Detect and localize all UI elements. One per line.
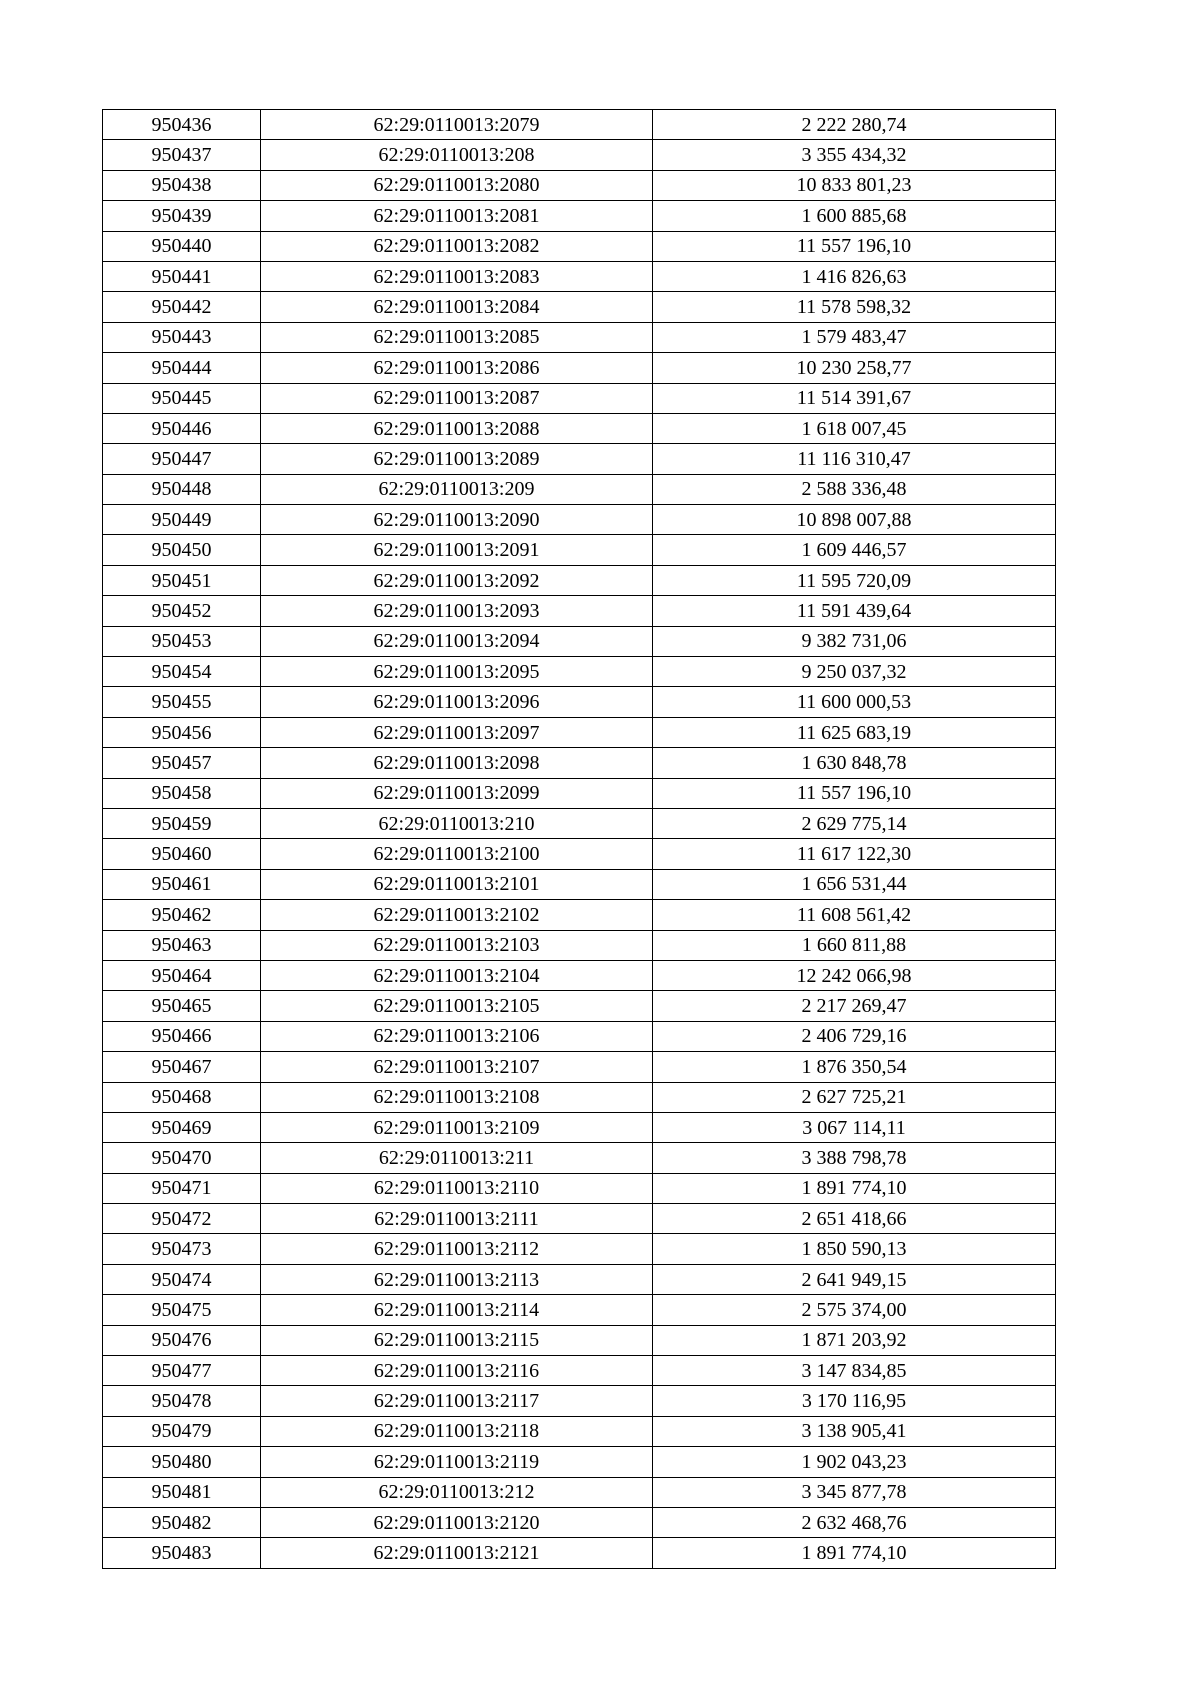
value-cell: 2 629 775,14 <box>653 808 1056 838</box>
value-cell: 2 588 336,48 <box>653 474 1056 504</box>
table-row <box>103 1052 1056 1082</box>
table-row <box>103 1143 1056 1173</box>
table-row <box>103 1477 1056 1507</box>
value-cell: 11 625 683,19 <box>653 717 1056 747</box>
table-row <box>103 1416 1056 1446</box>
row-number-cell: 950451 <box>103 565 261 595</box>
table-row <box>103 292 1056 322</box>
row-number-cell: 950483 <box>103 1538 261 1568</box>
value-cell: 3 170 116,95 <box>653 1386 1056 1416</box>
row-number-cell: 950454 <box>103 657 261 687</box>
cadastral-number-cell: 62:29:0110013:2112 <box>261 1234 653 1264</box>
cadastral-number-cell: 62:29:0110013:2085 <box>261 322 653 352</box>
value-cell: 1 876 350,54 <box>653 1052 1056 1082</box>
cadastral-number-cell: 62:29:0110013:2118 <box>261 1416 653 1446</box>
row-number-cell: 950464 <box>103 960 261 990</box>
cadastral-number-cell: 62:29:0110013:2092 <box>261 565 653 595</box>
value-cell: 11 608 561,42 <box>653 900 1056 930</box>
value-cell: 10 230 258,77 <box>653 353 1056 383</box>
table-row <box>103 960 1056 990</box>
cadastral-number-cell: 62:29:0110013:2107 <box>261 1052 653 1082</box>
table-row <box>103 1234 1056 1264</box>
table-row <box>103 869 1056 899</box>
cadastral-number-cell: 62:29:0110013:2119 <box>261 1447 653 1477</box>
cadastral-number-cell: 62:29:0110013:2094 <box>261 626 653 656</box>
row-number-cell: 950441 <box>103 261 261 291</box>
cadastral-number-cell: 62:29:0110013:212 <box>261 1477 653 1507</box>
table-row <box>103 1447 1056 1477</box>
row-number-cell: 950453 <box>103 626 261 656</box>
row-number-cell: 950459 <box>103 808 261 838</box>
table-row <box>103 1538 1056 1568</box>
value-cell: 10 833 801,23 <box>653 170 1056 200</box>
value-cell: 11 617 122,30 <box>653 839 1056 869</box>
cadastral-number-cell: 62:29:0110013:2098 <box>261 748 653 778</box>
value-cell: 3 138 905,41 <box>653 1416 1056 1446</box>
row-number-cell: 950474 <box>103 1264 261 1294</box>
table-row <box>103 657 1056 687</box>
cadastral-number-cell: 62:29:0110013:2099 <box>261 778 653 808</box>
table-row <box>103 474 1056 504</box>
value-cell: 3 067 114,11 <box>653 1112 1056 1142</box>
table-row <box>103 717 1056 747</box>
row-number-cell: 950472 <box>103 1204 261 1234</box>
table-row <box>103 535 1056 565</box>
value-cell: 1 891 774,10 <box>653 1538 1056 1568</box>
value-cell: 1 416 826,63 <box>653 261 1056 291</box>
cadastral-number-cell: 62:29:0110013:2110 <box>261 1173 653 1203</box>
value-cell: 11 514 391,67 <box>653 383 1056 413</box>
row-number-cell: 950438 <box>103 170 261 200</box>
value-cell: 1 850 590,13 <box>653 1234 1056 1264</box>
value-cell: 1 902 043,23 <box>653 1447 1056 1477</box>
row-number-cell: 950465 <box>103 991 261 1021</box>
table-row <box>103 1356 1056 1386</box>
row-number-cell: 950470 <box>103 1143 261 1173</box>
value-cell: 12 242 066,98 <box>653 960 1056 990</box>
row-number-cell: 950479 <box>103 1416 261 1446</box>
row-number-cell: 950466 <box>103 1021 261 1051</box>
value-cell: 1 579 483,47 <box>653 322 1056 352</box>
row-number-cell: 950467 <box>103 1052 261 1082</box>
table-row <box>103 1325 1056 1355</box>
cadastral-number-cell: 62:29:0110013:210 <box>261 808 653 838</box>
table-row <box>103 1204 1056 1234</box>
row-number-cell: 950440 <box>103 231 261 261</box>
value-cell: 3 388 798,78 <box>653 1143 1056 1173</box>
value-cell: 11 116 310,47 <box>653 444 1056 474</box>
value-cell: 3 355 434,32 <box>653 140 1056 170</box>
row-number-cell: 950473 <box>103 1234 261 1264</box>
cadastral-number-cell: 62:29:0110013:2115 <box>261 1325 653 1355</box>
cadastral-number-cell: 62:29:0110013:2084 <box>261 292 653 322</box>
table-row <box>103 1173 1056 1203</box>
value-cell: 1 660 811,88 <box>653 930 1056 960</box>
table-row <box>103 1386 1056 1416</box>
value-cell: 2 651 418,66 <box>653 1204 1056 1234</box>
row-number-cell: 950443 <box>103 322 261 352</box>
table-row <box>103 1295 1056 1325</box>
cadastral-number-cell: 62:29:0110013:2081 <box>261 201 653 231</box>
row-number-cell: 950477 <box>103 1356 261 1386</box>
table-row <box>103 596 1056 626</box>
row-number-cell: 950447 <box>103 444 261 474</box>
value-cell: 1 609 446,57 <box>653 535 1056 565</box>
cadastral-number-cell: 62:29:0110013:2113 <box>261 1264 653 1294</box>
value-cell: 2 217 269,47 <box>653 991 1056 1021</box>
table-row <box>103 231 1056 261</box>
table-row <box>103 626 1056 656</box>
table-row <box>103 748 1056 778</box>
value-cell: 11 557 196,10 <box>653 778 1056 808</box>
cadastral-number-cell: 62:29:0110013:2103 <box>261 930 653 960</box>
cadastral-number-cell: 62:29:0110013:209 <box>261 474 653 504</box>
table-row <box>103 322 1056 352</box>
row-number-cell: 950456 <box>103 717 261 747</box>
table-row <box>103 778 1056 808</box>
row-number-cell: 950475 <box>103 1295 261 1325</box>
cadastral-number-cell: 62:29:0110013:2080 <box>261 170 653 200</box>
cadastral-number-cell: 62:29:0110013:2102 <box>261 900 653 930</box>
value-cell: 2 406 729,16 <box>653 1021 1056 1051</box>
row-number-cell: 950448 <box>103 474 261 504</box>
row-number-cell: 950480 <box>103 1447 261 1477</box>
table-row <box>103 140 1056 170</box>
table-row <box>103 687 1056 717</box>
row-number-cell: 950449 <box>103 505 261 535</box>
row-number-cell: 950450 <box>103 535 261 565</box>
table-row <box>103 930 1056 960</box>
table-row <box>103 1112 1056 1142</box>
value-cell: 3 345 877,78 <box>653 1477 1056 1507</box>
row-number-cell: 950445 <box>103 383 261 413</box>
row-number-cell: 950437 <box>103 140 261 170</box>
table-row <box>103 1264 1056 1294</box>
cadastral-number-cell: 62:29:0110013:2101 <box>261 869 653 899</box>
cadastral-number-cell: 62:29:0110013:2108 <box>261 1082 653 1112</box>
table-row <box>103 991 1056 1021</box>
value-cell: 2 222 280,74 <box>653 110 1056 140</box>
value-cell: 9 382 731,06 <box>653 626 1056 656</box>
cadastral-number-cell: 62:29:0110013:2082 <box>261 231 653 261</box>
value-cell: 1 656 531,44 <box>653 869 1056 899</box>
cadastral-number-cell: 62:29:0110013:208 <box>261 140 653 170</box>
cadastral-number-cell: 62:29:0110013:2120 <box>261 1507 653 1537</box>
cadastral-number-cell: 62:29:0110013:2109 <box>261 1112 653 1142</box>
value-cell: 1 600 885,68 <box>653 201 1056 231</box>
value-cell: 3 147 834,85 <box>653 1356 1056 1386</box>
cadastral-number-cell: 62:29:0110013:2090 <box>261 505 653 535</box>
cadastral-number-cell: 62:29:0110013:2116 <box>261 1356 653 1386</box>
data-table <box>102 109 1056 1569</box>
cadastral-number-cell: 62:29:0110013:2104 <box>261 960 653 990</box>
table-row <box>103 444 1056 474</box>
cadastral-number-cell: 62:29:0110013:2079 <box>261 110 653 140</box>
value-cell: 9 250 037,32 <box>653 657 1056 687</box>
table-row <box>103 505 1056 535</box>
table-row <box>103 808 1056 838</box>
row-number-cell: 950476 <box>103 1325 261 1355</box>
cadastral-number-cell: 62:29:0110013:2088 <box>261 413 653 443</box>
cadastral-number-cell: 62:29:0110013:2097 <box>261 717 653 747</box>
value-cell: 2 575 374,00 <box>653 1295 1056 1325</box>
cadastral-number-cell: 62:29:0110013:2100 <box>261 839 653 869</box>
row-number-cell: 950478 <box>103 1386 261 1416</box>
row-number-cell: 950461 <box>103 869 261 899</box>
value-cell: 1 891 774,10 <box>653 1173 1056 1203</box>
cadastral-number-cell: 62:29:0110013:2093 <box>261 596 653 626</box>
value-cell: 2 641 949,15 <box>653 1264 1056 1294</box>
value-cell: 11 595 720,09 <box>653 565 1056 595</box>
value-cell: 2 632 468,76 <box>653 1507 1056 1537</box>
cadastral-number-cell: 62:29:0110013:2095 <box>261 657 653 687</box>
row-number-cell: 950469 <box>103 1112 261 1142</box>
row-number-cell: 950458 <box>103 778 261 808</box>
table-row <box>103 353 1056 383</box>
row-number-cell: 950457 <box>103 748 261 778</box>
cadastral-number-cell: 62:29:0110013:2096 <box>261 687 653 717</box>
table-row <box>103 201 1056 231</box>
cadastral-number-cell: 62:29:0110013:211 <box>261 1143 653 1173</box>
table-row <box>103 565 1056 595</box>
table-row <box>103 413 1056 443</box>
cadastral-number-cell: 62:29:0110013:2117 <box>261 1386 653 1416</box>
row-number-cell: 950481 <box>103 1477 261 1507</box>
cadastral-number-cell: 62:29:0110013:2091 <box>261 535 653 565</box>
cadastral-number-cell: 62:29:0110013:2105 <box>261 991 653 1021</box>
value-cell: 10 898 007,88 <box>653 505 1056 535</box>
value-cell: 2 627 725,21 <box>653 1082 1056 1112</box>
row-number-cell: 950444 <box>103 353 261 383</box>
value-cell: 1 871 203,92 <box>653 1325 1056 1355</box>
row-number-cell: 950468 <box>103 1082 261 1112</box>
cadastral-number-cell: 62:29:0110013:2086 <box>261 353 653 383</box>
table-row <box>103 1082 1056 1112</box>
table-row <box>103 170 1056 200</box>
row-number-cell: 950460 <box>103 839 261 869</box>
row-number-cell: 950482 <box>103 1507 261 1537</box>
row-number-cell: 950471 <box>103 1173 261 1203</box>
row-number-cell: 950436 <box>103 110 261 140</box>
value-cell: 1 630 848,78 <box>653 748 1056 778</box>
value-cell: 11 578 598,32 <box>653 292 1056 322</box>
table-row <box>103 900 1056 930</box>
table-row <box>103 1021 1056 1051</box>
cadastral-number-cell: 62:29:0110013:2083 <box>261 261 653 291</box>
cadastral-number-cell: 62:29:0110013:2121 <box>261 1538 653 1568</box>
table-row <box>103 261 1056 291</box>
table-row <box>103 383 1056 413</box>
row-number-cell: 950462 <box>103 900 261 930</box>
row-number-cell: 950455 <box>103 687 261 717</box>
cadastral-number-cell: 62:29:0110013:2111 <box>261 1204 653 1234</box>
table-row <box>103 110 1056 140</box>
table-body <box>103 110 1056 1569</box>
row-number-cell: 950463 <box>103 930 261 960</box>
table-row <box>103 1507 1056 1537</box>
cadastral-number-cell: 62:29:0110013:2106 <box>261 1021 653 1051</box>
cadastral-number-cell: 62:29:0110013:2114 <box>261 1295 653 1325</box>
row-number-cell: 950452 <box>103 596 261 626</box>
row-number-cell: 950439 <box>103 201 261 231</box>
cadastral-number-cell: 62:29:0110013:2087 <box>261 383 653 413</box>
row-number-cell: 950446 <box>103 413 261 443</box>
table-row <box>103 839 1056 869</box>
cadastral-number-cell: 62:29:0110013:2089 <box>261 444 653 474</box>
value-cell: 11 600 000,53 <box>653 687 1056 717</box>
value-cell: 1 618 007,45 <box>653 413 1056 443</box>
value-cell: 11 557 196,10 <box>653 231 1056 261</box>
value-cell: 11 591 439,64 <box>653 596 1056 626</box>
row-number-cell: 950442 <box>103 292 261 322</box>
